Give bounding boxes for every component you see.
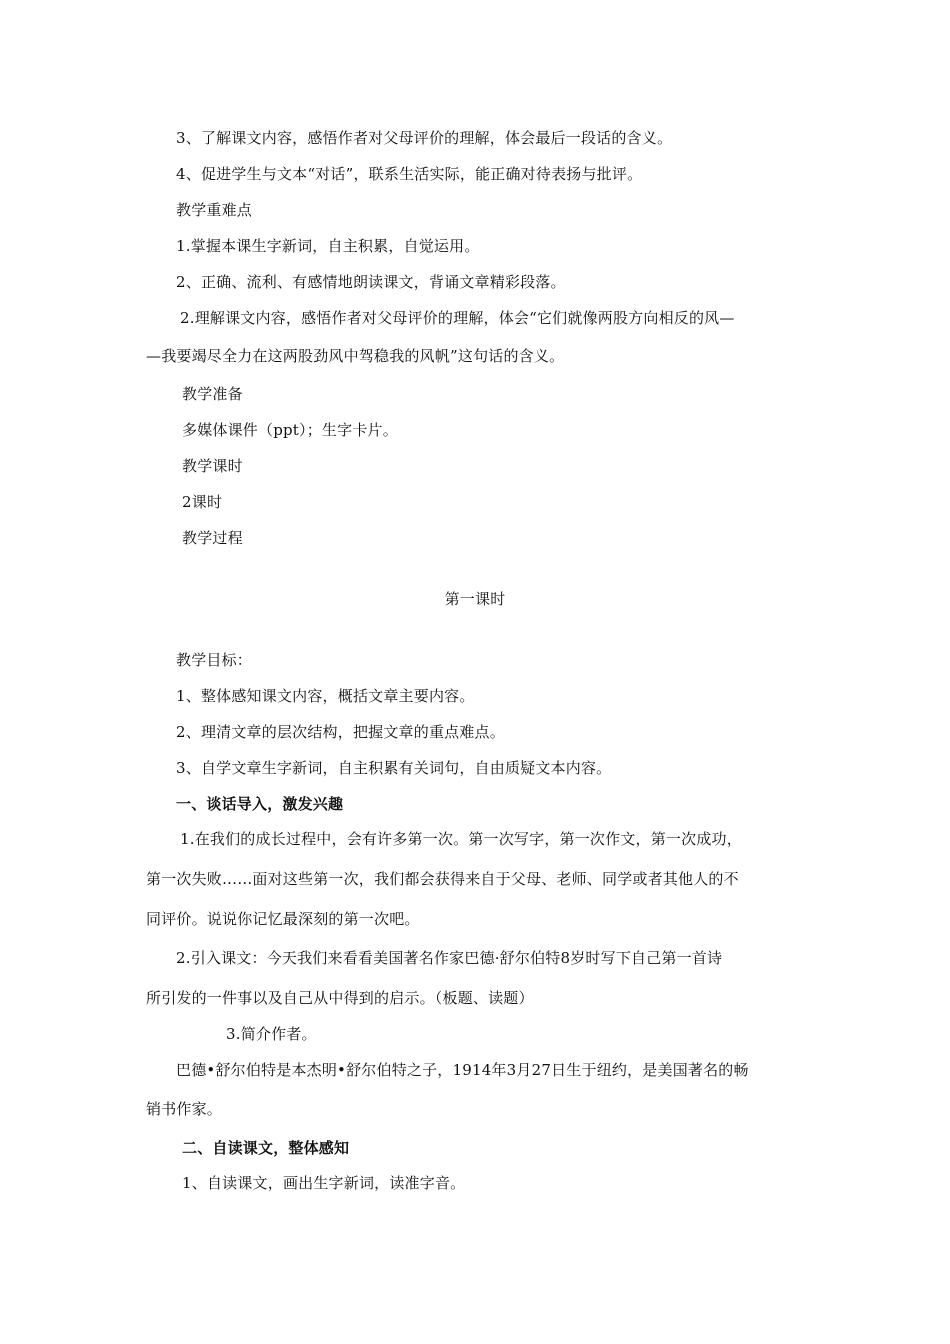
part-2-item-1: 1、自读课文，画出生字新词，读准字音。 bbox=[182, 1174, 466, 1192]
part-1-para-2-line-1: 2.引入课文：今天我们来看看美国著名作家巴德·舒尔伯特8岁时写下自己第一首诗 bbox=[176, 949, 723, 967]
key-point-3-line-2: —我要竭尽全力在这两股劲风中驾稳我的风帆”这句话的含义。 bbox=[146, 347, 565, 365]
lesson-objective-3: 3、自学文章生字新词，自主积累有关词句，自由质疑文本内容。 bbox=[176, 759, 612, 777]
key-point-1: 1.掌握本课生字新词，自主积累，自觉运用。 bbox=[176, 237, 480, 255]
part-2-heading: 二、自读课文，整体感知 bbox=[182, 1139, 350, 1157]
key-point-2: 2、正确、流利、有感情地朗读课文，背诵文章精彩段落。 bbox=[176, 273, 566, 291]
lesson-title: 第一课时 bbox=[444, 590, 506, 608]
part-1-para-1-line-2: 第一次失败……面对这些第一次，我们都会获得来自于父母、老师、同学或者其他人的不 bbox=[146, 870, 739, 888]
part-1-para-3: 3.简介作者。 bbox=[226, 1025, 317, 1043]
part-1-para-1-line-1: 1.在我们的成长过程中，会有许多第一次。第一次写字，第一次作文，第一次成功， bbox=[180, 830, 742, 848]
preparation-materials: 多媒体课件（ppt）；生字卡片。 bbox=[182, 421, 398, 439]
lesson-objectives-heading: 教学目标： bbox=[176, 651, 253, 669]
section-heading-preparation: 教学准备 bbox=[182, 385, 243, 403]
objective-3: 3、了解课文内容，感悟作者对父母评价的理解，体会最后一段话的含义。 bbox=[176, 129, 673, 147]
part-1-para-1-line-3: 同评价。说说你记忆最深刻的第一次吧。 bbox=[146, 910, 420, 928]
section-heading-key-points: 教学重难点 bbox=[176, 201, 253, 219]
author-intro-line-1: 巴德•舒尔伯特是本杰明•舒尔伯特之子，1914年3月27日生于纽约，是美国著名的畅 bbox=[176, 1061, 749, 1079]
objective-4: 4、促进学生与文本“对话”，联系生活实际，能正确对待表扬与批评。 bbox=[176, 165, 643, 183]
lesson-objective-2: 2、理清文章的层次结构，把握文章的重点难点。 bbox=[176, 723, 505, 741]
part-1-para-2-line-2: 所引发的一件事以及自己从中得到的启示。（板题、读题） bbox=[146, 989, 534, 1007]
author-intro-line-2: 销书作家。 bbox=[146, 1100, 223, 1118]
key-point-3-line-1: 2.理解课文内容，感悟作者对父母评价的理解，体会“它们就像两股方向相反的风— bbox=[180, 309, 735, 327]
section-heading-process: 教学过程 bbox=[182, 529, 243, 547]
part-1-heading: 一、谈话导入，激发兴趣 bbox=[176, 795, 344, 813]
class-hours-value: 2课时 bbox=[182, 493, 223, 511]
lesson-objective-1: 1、整体感知课文内容，概括文章主要内容。 bbox=[176, 687, 475, 705]
section-heading-class-hours: 教学课时 bbox=[182, 457, 243, 475]
